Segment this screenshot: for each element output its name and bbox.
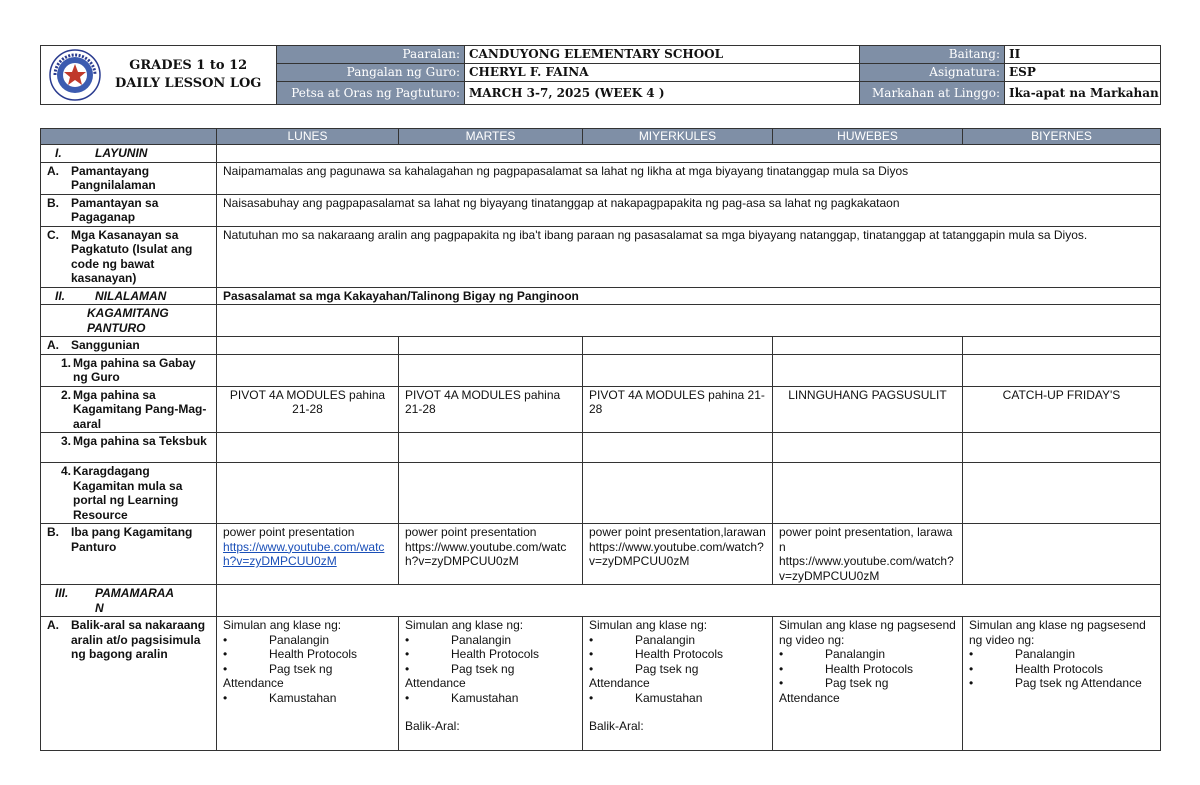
day-header-row xyxy=(41,129,1161,145)
row-letter: A. xyxy=(47,338,59,352)
item-text: Pag tsek ng xyxy=(451,661,515,676)
item-text: Kamustahan xyxy=(635,690,703,705)
row-label: Mga pahina sa Teksbuk xyxy=(73,434,207,448)
item-text-cont: Attendance xyxy=(405,676,466,690)
row-letter: A. xyxy=(47,163,59,178)
baitang-label: Baitang: xyxy=(860,46,1005,64)
roman-numeral: III. xyxy=(55,586,69,600)
cell-miyerkules: PIVOT 4A MODULES pahina 21-28 xyxy=(583,386,773,433)
cell-miyerkules xyxy=(583,524,773,585)
resource-text: power point presentation, larawan xyxy=(779,525,953,554)
list-item xyxy=(223,691,392,706)
resource-url: https://www.youtube.com/watch?v=zyDMPCUU0zM xyxy=(405,539,567,568)
cell-huwebes xyxy=(773,463,963,524)
list-item xyxy=(589,662,766,677)
intro-text: Simulan ang klase ng pagsesend ng video ng: xyxy=(969,618,1146,647)
row-label: Mga Kasanayan sa Pagkatuto (Isulat ang code ng bawat kasanayan) xyxy=(71,227,193,285)
cell-martes xyxy=(399,617,583,751)
bullet: • xyxy=(969,647,974,661)
day-header-huwebes: HUWEBES xyxy=(773,129,963,145)
cell-biyernes xyxy=(963,524,1161,585)
day-header-martes: MARTES xyxy=(399,129,583,145)
cell-martes xyxy=(399,463,583,524)
cell-huwebes xyxy=(773,524,963,585)
bullet: • xyxy=(223,647,228,661)
lesson-log-table xyxy=(40,128,1161,751)
layunin-value xyxy=(217,145,1161,163)
cell-miyerkules xyxy=(583,617,773,751)
item-text: Pag tsek ng Attendance xyxy=(1015,676,1142,690)
list-item xyxy=(405,633,576,648)
row-label-cell xyxy=(41,433,217,463)
row-letter: C. xyxy=(47,227,59,242)
bullet: • xyxy=(405,690,410,705)
row-label: Balik-aral sa nakaraang aralin at/o pagsisimula ng bagong aralin xyxy=(71,618,206,661)
day-header-biyernes: BIYERNES xyxy=(963,129,1161,145)
item-text-cont: Attendance xyxy=(589,676,650,690)
cell-lunes xyxy=(217,463,399,524)
cell-huwebes xyxy=(773,433,963,463)
row-label-cell xyxy=(41,463,217,524)
cell-lunes xyxy=(217,617,399,751)
day-header-miyerkules: MIYERKULES xyxy=(583,129,773,145)
list-item xyxy=(779,662,956,677)
list-item xyxy=(779,647,956,662)
cell-biyernes xyxy=(963,337,1161,355)
resource-url: https://www.youtube.com/watch?v=zyDMPCUU0zM xyxy=(779,554,954,583)
row-number: 2. xyxy=(60,387,71,402)
row-label-cell xyxy=(41,524,217,585)
cell-miyerkules xyxy=(583,337,773,355)
list-item xyxy=(779,676,956,691)
row-sanggunian xyxy=(41,337,1161,355)
row-balik-aral xyxy=(41,617,1161,751)
bullet: • xyxy=(779,676,784,690)
cell-lunes xyxy=(217,337,399,355)
row-label: Mga pahina sa Gabay ng Guro xyxy=(73,355,196,384)
pamamaraan-value xyxy=(217,585,1161,617)
layunin-label-cell xyxy=(41,145,217,163)
item-text: Health Protocols xyxy=(269,647,358,661)
list-item xyxy=(969,647,1154,662)
item-text: Panalangin xyxy=(269,632,330,647)
cell-miyerkules xyxy=(583,433,773,463)
item-text: Pag tsek ng xyxy=(269,661,333,676)
cell-lunes xyxy=(217,433,399,463)
cell-martes xyxy=(399,433,583,463)
row-number: 3. xyxy=(60,434,71,448)
cell-lunes xyxy=(217,354,399,386)
row-label-cell xyxy=(41,226,217,287)
row-kagamitang-panturo xyxy=(41,305,1161,337)
header-table xyxy=(40,45,1161,105)
balik-aral-text: Balik-Aral: xyxy=(405,719,460,733)
pamamaraan-label-cell xyxy=(41,585,217,617)
list-item xyxy=(589,647,766,662)
cell-huwebes xyxy=(773,337,963,355)
document-title xyxy=(115,57,261,93)
bullet: • xyxy=(405,647,410,661)
row-number: 4. xyxy=(60,464,71,478)
row-kagamitang-pang xyxy=(41,386,1161,433)
item-text: Panalangin xyxy=(635,632,696,647)
cell-martes xyxy=(399,337,583,355)
bullet: • xyxy=(223,632,228,647)
row-label: Iba pang Kagamitang Panturo xyxy=(71,525,193,554)
intro-text: Simulan ang klase ng: xyxy=(589,618,708,632)
row-label-cell xyxy=(41,617,217,751)
row-value: Natutuhan mo sa nakaraang aralin ang pagpapakita ng iba't ibang paraan ng pasasalamat sa mga biyayang natanggap, tinatanggap at tatanggapin mula sa Diyos. xyxy=(217,226,1161,287)
bullet: • xyxy=(589,647,594,661)
cell-huwebes xyxy=(773,354,963,386)
petsa-label: Petsa at Oras ng Pagtuturo: xyxy=(277,82,465,105)
list-item xyxy=(589,633,766,648)
row-teksbuk xyxy=(41,433,1161,463)
cell-martes: PIVOT 4A MODULES pahina 21-28 xyxy=(399,386,583,433)
row-letter: B. xyxy=(47,525,59,539)
asignatura-label: Asignatura: xyxy=(860,64,1005,82)
item-text: Panalangin xyxy=(825,647,886,661)
section-title: PAMAMARAAN xyxy=(95,586,175,615)
bullet: • xyxy=(223,661,228,676)
row-label: Pamantayan sa Pagaganap xyxy=(71,195,159,224)
item-text: Health Protocols xyxy=(1015,661,1104,676)
list-item xyxy=(223,647,392,662)
row-label: Sanggunian xyxy=(71,338,140,352)
cell-miyerkules xyxy=(583,354,773,386)
cell-miyerkules xyxy=(583,463,773,524)
cell-biyernes xyxy=(963,617,1161,751)
item-text: Panalangin xyxy=(1015,647,1076,661)
header-blank xyxy=(41,129,217,145)
row-label: Mga pahina sa Kagamitang Pang-Mag-aaral xyxy=(73,387,207,431)
day-header-lunes: LUNES xyxy=(217,129,399,145)
row-label-cell xyxy=(41,194,217,226)
row-pamamaraan xyxy=(41,585,1161,617)
list-item xyxy=(969,662,1154,677)
nilalaman-value: Pasasalamat sa mga Kakayahan/Talinong Bigay ng Panginoon xyxy=(217,287,1161,305)
balik-aral-text: Balik-Aral: xyxy=(589,719,644,733)
cell-huwebes xyxy=(773,617,963,751)
bullet: • xyxy=(779,647,784,661)
row-iba-pang xyxy=(41,524,1161,585)
row-label-cell xyxy=(41,386,217,433)
item-text-cont: Attendance xyxy=(779,690,840,705)
row-layunin xyxy=(41,145,1161,163)
cell-lunes xyxy=(217,524,399,585)
row-nilalaman xyxy=(41,287,1161,305)
title-line-2: DAILY LESSON LOG xyxy=(115,76,262,91)
row-pamantayan-pagaganap xyxy=(41,194,1161,226)
markahan-label: Markahan at Linggo: xyxy=(860,82,1005,105)
bullet: • xyxy=(405,632,410,647)
nilalaman-label-cell xyxy=(41,287,217,305)
row-pamantayang-pangnilalaman xyxy=(41,162,1161,194)
bullet: • xyxy=(779,661,784,676)
list-item xyxy=(223,662,392,677)
baitang-value: II xyxy=(1005,46,1161,64)
paaralan-value: CANDUYONG ELEMENTARY SCHOOL xyxy=(465,46,860,64)
paaralan-label: Paaralan: xyxy=(277,46,465,64)
item-text: Health Protocols xyxy=(451,647,540,661)
cell-huwebes: LINNGUHANG PAGSUSULIT xyxy=(773,386,963,433)
item-text: Pag tsek ng xyxy=(635,661,699,676)
list-item xyxy=(969,676,1154,691)
deped-seal-icon xyxy=(49,49,101,101)
list-item xyxy=(589,691,766,706)
kagamitang-value xyxy=(217,305,1161,337)
bullet: • xyxy=(589,661,594,676)
row-label-cell xyxy=(41,162,217,194)
roman-numeral: I. xyxy=(55,146,62,160)
row-label: Karagdagang Kagamitan mula sa portal ng Learning Resource xyxy=(73,464,183,522)
bullet: • xyxy=(223,690,228,705)
row-number: 1. xyxy=(60,355,71,370)
row-kasanayan xyxy=(41,226,1161,287)
youtube-link[interactable]: https://www.youtube.com/watch?v=zyDMPCUU0zM xyxy=(223,539,385,568)
cell-martes xyxy=(399,354,583,386)
cell-biyernes xyxy=(963,463,1161,524)
row-value: Naisasabuhay ang pagpapasalamat sa lahat ng biyayang tinatanggap at nakapagpapakita ng pag-asa sa lahat ng pagkakataon xyxy=(217,194,1161,226)
row-letter: A. xyxy=(47,618,59,632)
petsa-value: MARCH 3-7, 2025 (WEEK 4 ) xyxy=(465,82,860,105)
item-text: Kamustahan xyxy=(451,690,519,705)
bullet: • xyxy=(589,632,594,647)
bullet: • xyxy=(589,690,594,705)
bullet: • xyxy=(969,676,974,690)
intro-text: Simulan ang klase ng: xyxy=(223,618,342,632)
cell-martes xyxy=(399,524,583,585)
item-text-cont: Attendance xyxy=(223,676,284,690)
row-label-cell xyxy=(41,354,217,386)
bullet: • xyxy=(969,661,974,676)
item-text: Kamustahan xyxy=(269,690,337,705)
row-label: Pamantayang Pangnilalaman xyxy=(71,163,156,192)
header-logo-cell xyxy=(41,46,277,105)
item-text: Panalangin xyxy=(451,632,512,647)
cell-biyernes: CATCH-UP FRIDAY'S xyxy=(963,386,1161,433)
title-line-1: GRADES 1 to 12 xyxy=(129,58,248,73)
resource-url: https://www.youtube.com/watch?v=zyDMPCUU0zM xyxy=(589,539,764,568)
guro-value: CHERYL F. FAINA xyxy=(465,64,860,82)
list-item xyxy=(405,691,576,706)
item-text: Pag tsek ng xyxy=(825,676,889,690)
cell-lunes: PIVOT 4A MODULES pahina 21-28 xyxy=(217,386,399,433)
markahan-value: Ika-apat na Markahan xyxy=(1005,82,1161,105)
resource-text: power point presentation xyxy=(223,525,355,539)
row-label-cell xyxy=(41,337,217,355)
item-text: Health Protocols xyxy=(635,647,724,661)
section-title: NILALAMAN xyxy=(95,288,167,303)
list-item xyxy=(405,662,576,677)
intro-text: Simulan ang klase ng pagsesend ng video ng: xyxy=(779,618,956,647)
resource-text: power point presentation,larawan xyxy=(589,525,766,539)
row-karagdagang xyxy=(41,463,1161,524)
asignatura-value: ESP xyxy=(1005,64,1161,82)
resource-text: power point presentation xyxy=(405,525,537,539)
item-text: Health Protocols xyxy=(825,661,914,676)
bullet: • xyxy=(405,661,410,676)
section-title: LAYUNIN xyxy=(95,146,148,160)
cell-biyernes xyxy=(963,354,1161,386)
guro-label: Pangalan ng Guro: xyxy=(277,64,465,82)
row-value: Naipamamalas ang pagunawa sa kahalagahan ng pagpapasalamat sa lahat ng likha at mga biyayang tinatanggap mula sa Diyos xyxy=(217,162,1161,194)
intro-text: Simulan ang klase ng: xyxy=(405,618,524,632)
list-item xyxy=(223,633,392,648)
cell-biyernes xyxy=(963,433,1161,463)
roman-numeral: II. xyxy=(55,288,66,303)
list-item xyxy=(405,647,576,662)
row-letter: B. xyxy=(47,195,59,210)
kagamitang-label: KAGAMITANG PANTURO xyxy=(41,305,217,337)
row-gabay xyxy=(41,354,1161,386)
